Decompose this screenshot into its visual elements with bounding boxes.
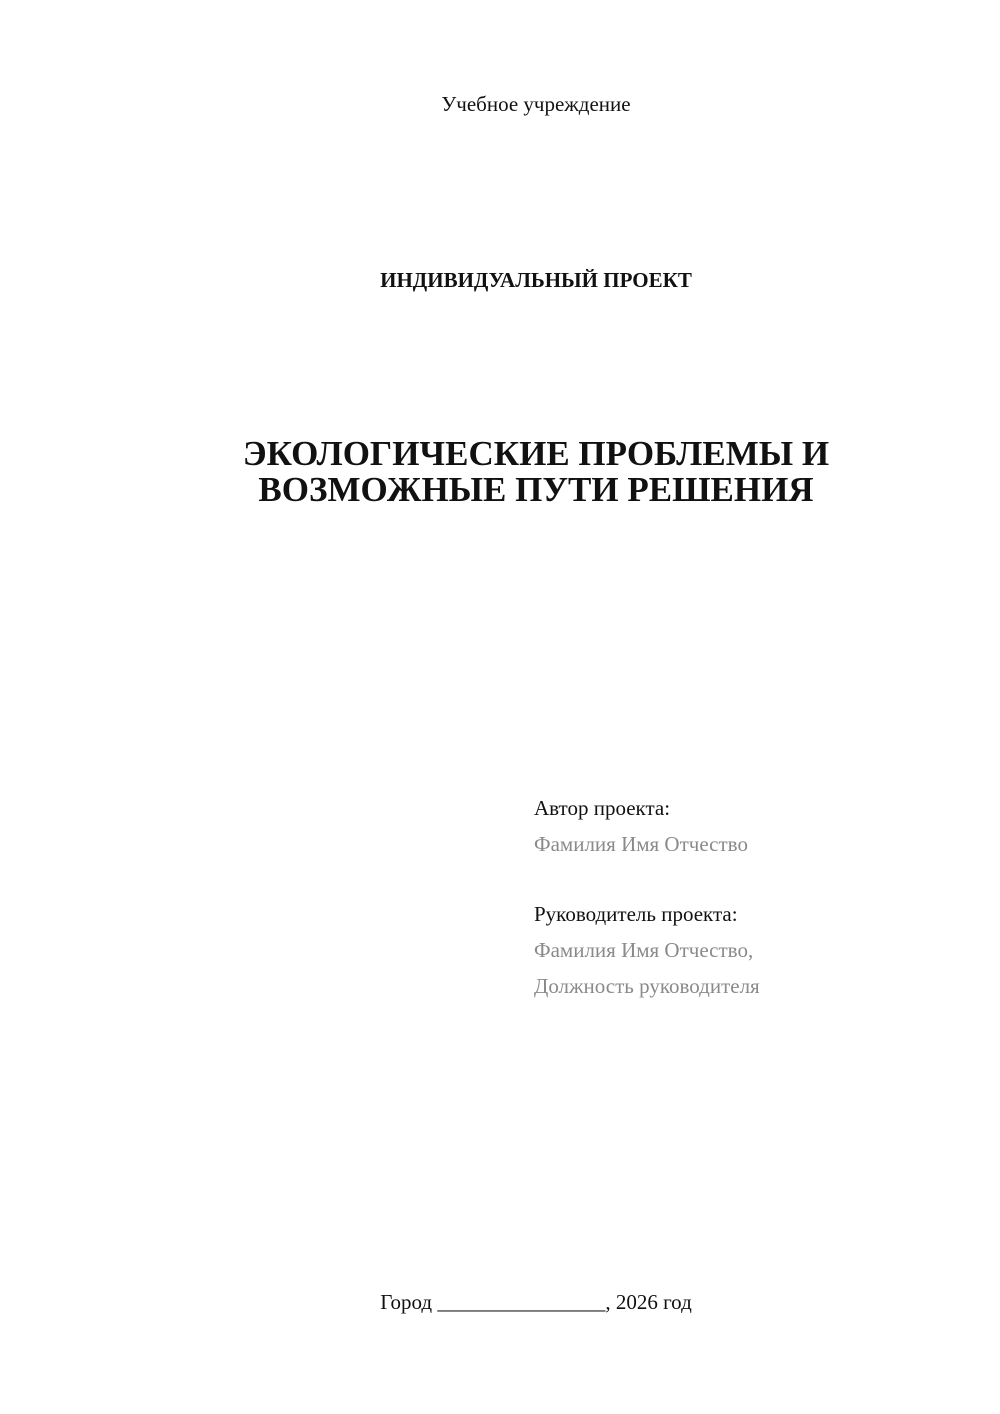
- project-credits: [534, 790, 954, 1004]
- project-title: [0, 436, 1000, 508]
- supervisor-label: Руководитель проекта:: [534, 902, 738, 926]
- city-year-line: Город ________________, 2026 год: [380, 1290, 692, 1314]
- supervisor-name: Фамилия Имя Отчество,: [534, 938, 754, 962]
- author-name: Фамилия Имя Отчество: [534, 832, 748, 856]
- supervisor-position: Должность руководителя: [534, 974, 760, 998]
- institution-name: Учебное учреждение: [441, 92, 631, 116]
- project-title-line-1: ЭКОЛОГИЧЕСКИЕ ПРОБЛЕМЫ И: [242, 434, 830, 473]
- project-title-line-2: ВОЗМОЖНЫЕ ПУТИ РЕШЕНИЯ: [258, 470, 814, 509]
- author-label: Автор проекта:: [534, 796, 671, 820]
- project-type-heading: ИНДИВИДУАЛЬНЫЙ ПРОЕКТ: [380, 268, 692, 292]
- credits-spacer: [534, 862, 954, 896]
